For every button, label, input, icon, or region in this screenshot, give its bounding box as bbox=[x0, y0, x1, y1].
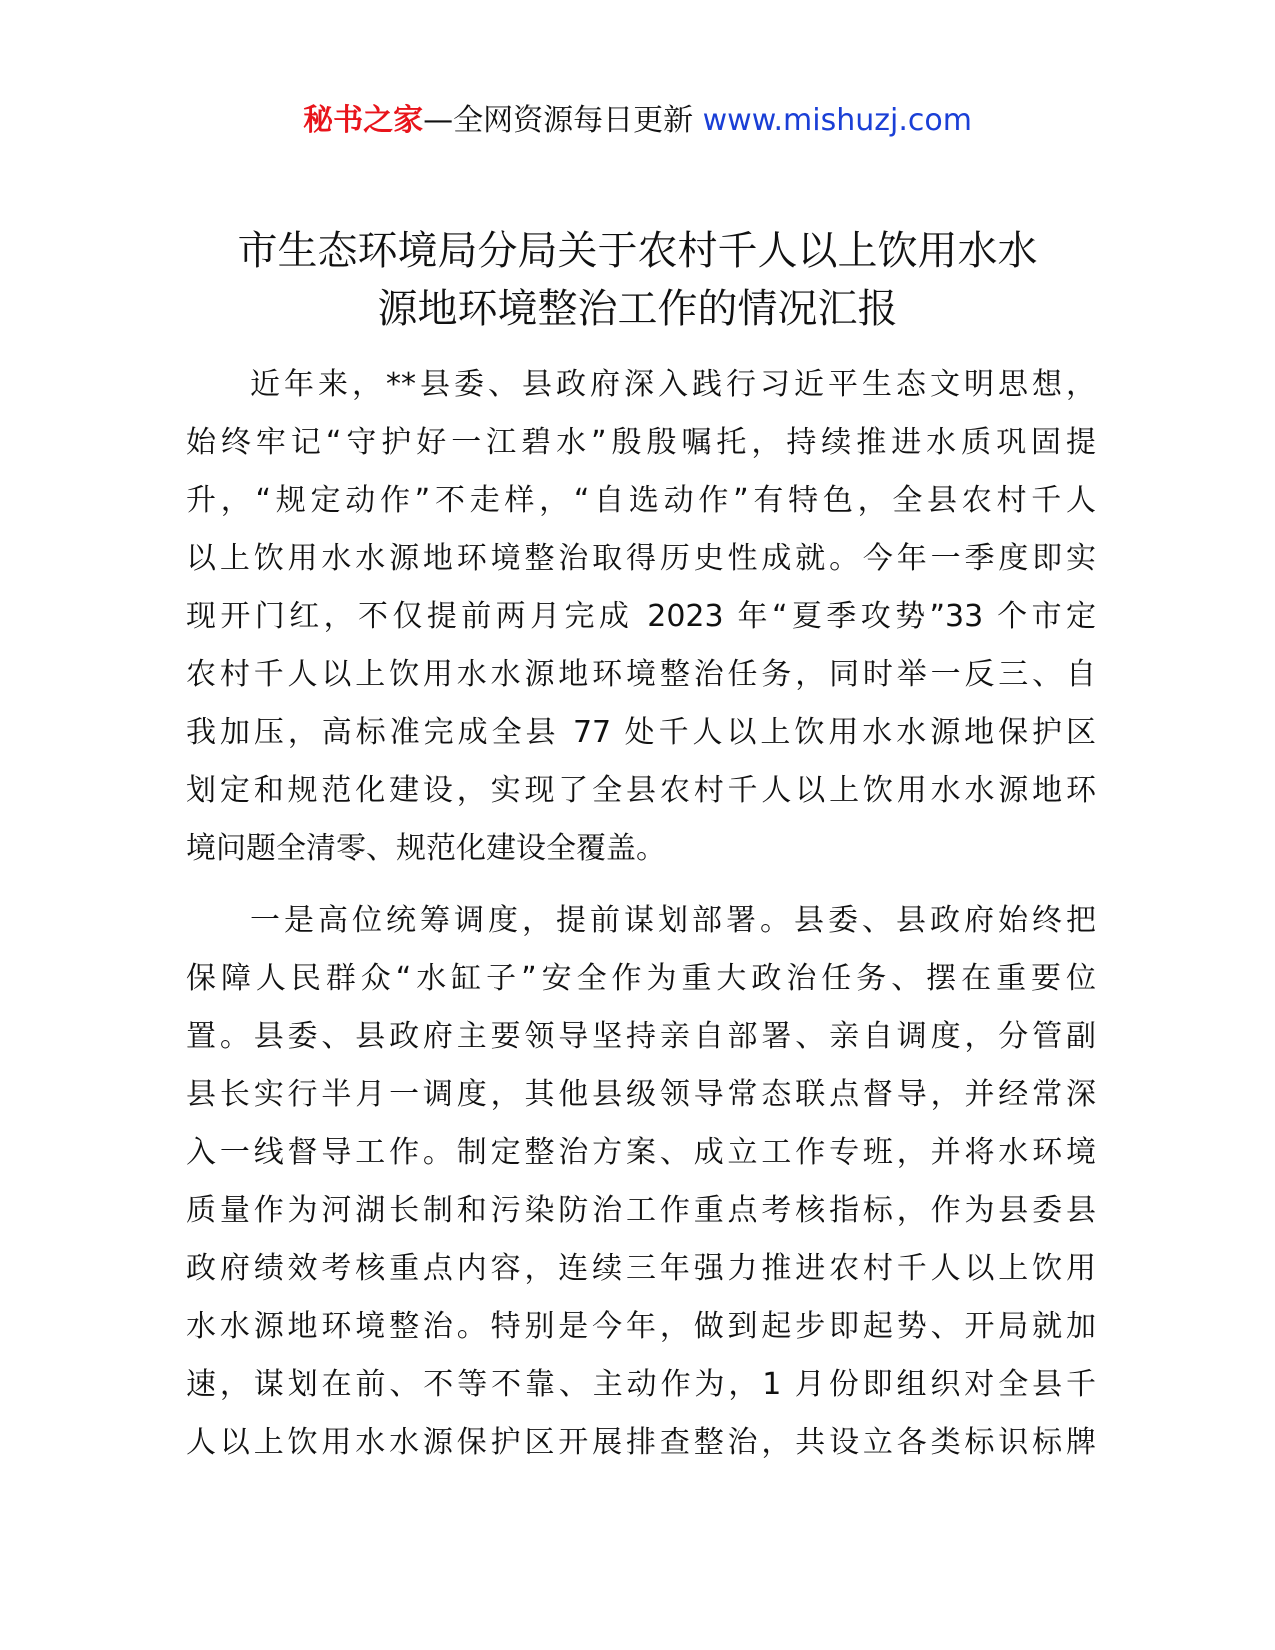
paragraph-line: 我加压，高标准完成全县 77 处千人以上饮用水水源地保护区 bbox=[186, 715, 1096, 750]
paragraph-line: 人以上饮用水水源保护区开展排查整治，共设立各类标识标牌 bbox=[186, 1425, 1096, 1460]
paragraph-line: 现开门红，不仅提前两月完成 2023 年“夏季攻势”33 个市定 bbox=[186, 599, 1096, 634]
paragraph-line: 农村千人以上饮用水水源地环境整治任务，同时举一反三、自 bbox=[186, 657, 1096, 692]
paragraph-line: 入一线督导工作。制定整治方案、成立工作专班，并将水环境 bbox=[186, 1135, 1096, 1170]
title-line: 市生态环境局分局关于农村千人以上饮用水水 bbox=[237, 228, 1038, 274]
paragraph-line: 以上饮用水水源地环境整治取得历史性成就。今年一季度即实 bbox=[186, 541, 1096, 576]
paragraph-line: 置。县委、县政府主要领导坚持亲自部署、亲自调度，分管副 bbox=[186, 1019, 1096, 1054]
site-header bbox=[0, 96, 1275, 146]
paragraph-line: 近年来，**县委、县政府深入践行习近平生态文明思想， bbox=[250, 367, 1096, 402]
site-brand: 秘书之家 bbox=[303, 103, 424, 138]
title-line: 源地环境整治工作的情况汇报 bbox=[377, 286, 898, 332]
paragraph-first-point bbox=[186, 892, 1096, 1472]
site-tagline: —全网资源每日更新 bbox=[423, 103, 703, 138]
paragraph-line: 境问题全清零、规范化建设全覆盖。 bbox=[186, 831, 666, 866]
paragraph-line: 政府绩效考核重点内容，连续三年强力推进农村千人以上饮用 bbox=[186, 1251, 1096, 1286]
paragraph-line: 水水源地环境整治。特别是今年，做到起步即起势、开局就加 bbox=[186, 1309, 1096, 1344]
paragraph-line: 保障人民群众“水缸子”安全作为重大政治任务、摆在重要位 bbox=[186, 961, 1096, 996]
paragraph-line: 始终牢记“守护好一江碧水”殷殷嘱托，持续推进水质巩固提 bbox=[186, 425, 1096, 460]
paragraph-line: 县长实行半月一调度，其他县级领导常态联点督导，并经常深 bbox=[186, 1077, 1096, 1112]
paragraph-line: 升，“规定动作”不走样，“自选动作”有特色，全县农村千人 bbox=[186, 483, 1096, 518]
paragraph-intro bbox=[186, 356, 1096, 878]
paragraph-line: 划定和规范化建设，实现了全县农村千人以上饮用水水源地环 bbox=[186, 773, 1096, 808]
paragraph-line: 一是高位统筹调度，提前谋划部署。县委、县政府始终把 bbox=[250, 903, 1096, 938]
paragraph-line: 速，谋划在前、不等不靠、主动作为，1 月份即组织对全县千 bbox=[186, 1367, 1096, 1402]
paragraph-line: 质量作为河湖长制和污染防治工作重点考核指标，作为县委县 bbox=[186, 1193, 1096, 1228]
document-title bbox=[160, 222, 1115, 338]
site-url-link[interactable]: www.mishuzj.com bbox=[702, 103, 972, 138]
